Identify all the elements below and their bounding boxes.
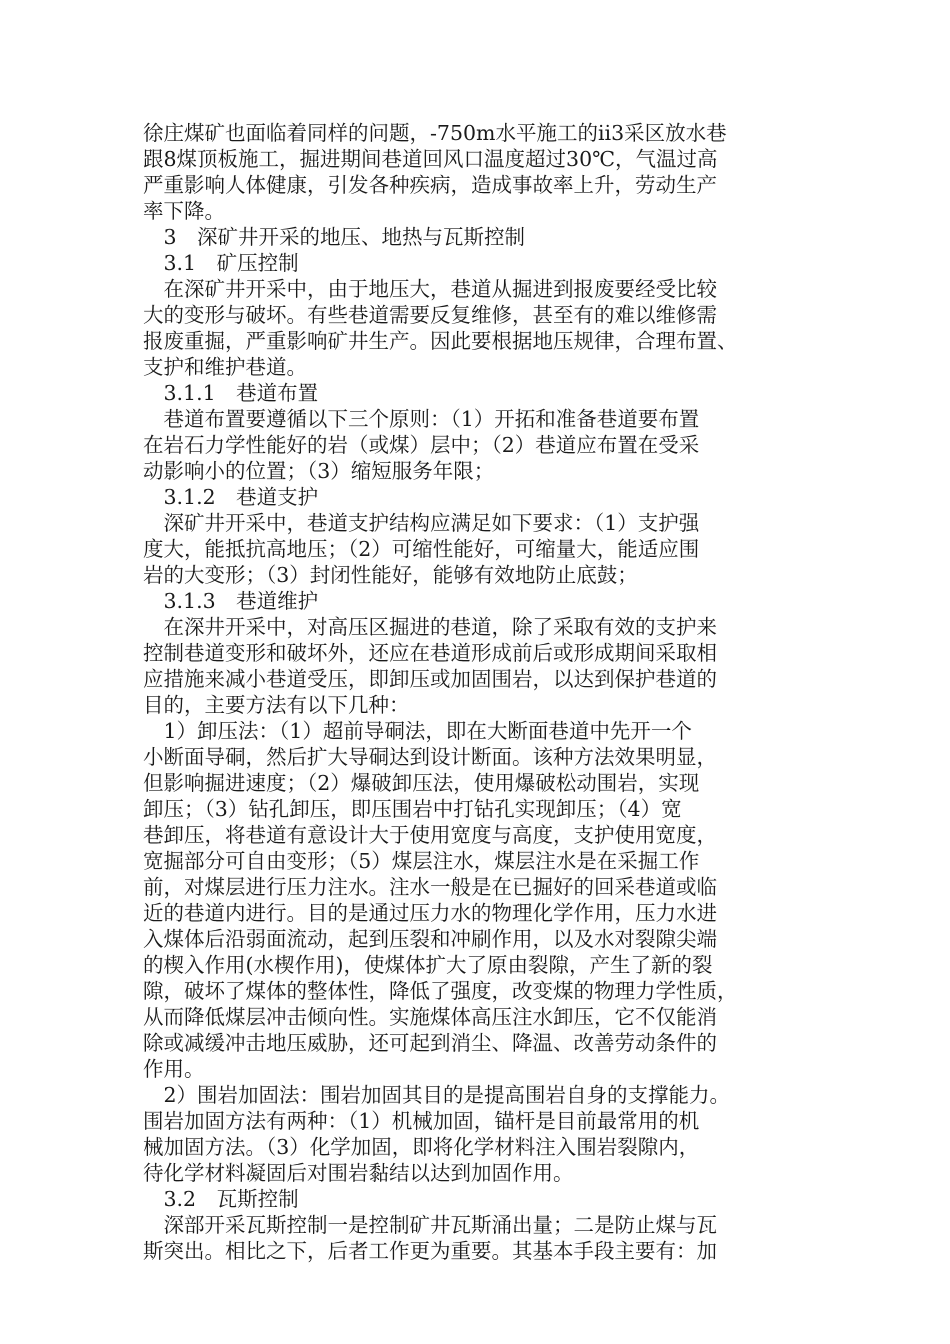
text-line: 深矿井开采中，巷道支护结构应满足如下要求：（1）支护强 xyxy=(143,511,700,535)
section-heading-3-1 xyxy=(143,250,783,276)
text-line: 1）卸压法：（1）超前导硐法，即在大断面巷道中先开一个 xyxy=(143,719,692,743)
text-line: 除或减缓冲击地压威胁，还可起到消尘、降温、改善劳动条件的 xyxy=(143,1031,717,1055)
heading-text: 3.1.2 巷道支护 xyxy=(143,485,319,509)
section-heading-3-1-2 xyxy=(143,484,783,510)
text-line: 小断面导硐，然后扩大导硐达到设计断面。该种方法效果明显， xyxy=(143,745,717,769)
text-line: 度大，能抵抗高地压；（2）可缩性能好，可缩量大，能适应围 xyxy=(143,537,700,561)
text-line: 近的巷道内进行。目的是通过压力水的物理化学作用，压力水进 xyxy=(143,901,717,925)
text-line: 应措施来减小巷道受压，即卸压或加固围岩，以达到保护巷道的 xyxy=(143,667,717,691)
text-line: 作用。 xyxy=(143,1057,205,1081)
text-line: 深部开采瓦斯控制一是控制矿井瓦斯涌出量；二是防止煤与瓦 xyxy=(143,1213,717,1237)
text-line: 支护和维护巷道。 xyxy=(143,355,307,379)
paragraph-roadway-maintenance xyxy=(143,614,783,718)
paragraph-ground-pressure xyxy=(143,276,783,380)
text-line: 隙，破坏了煤体的整体性，降低了强度，改变煤的物理力学性质， xyxy=(143,979,738,1003)
paragraph-gas-control xyxy=(143,1212,783,1264)
text-line: 在深井开采中，对高压区掘进的巷道，除了采取有效的支护来 xyxy=(143,615,717,639)
text-line: 入煤体后沿弱面流动，起到压裂和冲刷作用，以及水对裂隙尖端 xyxy=(143,927,717,951)
heading-text: 3 深矿井开采的地压、地热与瓦斯控制 xyxy=(143,225,526,249)
section-heading-3-2 xyxy=(143,1186,783,1212)
section-heading-3-1-1 xyxy=(143,380,783,406)
text-line: 跟8煤顶板施工，掘进期间巷道回风口温度超过30℃，气温过高 xyxy=(143,147,718,171)
text-line: 巷卸压，将巷道有意设计大于使用宽度与高度，支护使用宽度， xyxy=(143,823,717,847)
text-line: 待化学材料凝固后对围岩黏结以达到加固作用。 xyxy=(143,1161,574,1185)
text-line: 斯突出。相比之下，后者工作更为重要。其基本手段主要有：加 xyxy=(143,1239,717,1263)
heading-text: 3.1 矿压控制 xyxy=(143,251,299,275)
text-line: 械加固方法。（3）化学加固，即将化学材料注入围岩裂隙内， xyxy=(143,1135,700,1159)
text-line: 宽掘部分可自由变形；（5）煤层注水，煤层注水是在采掘工作 xyxy=(143,849,700,873)
text-line: 2）围岩加固法：围岩加固其目的是提高围岩自身的支撑能力。 xyxy=(143,1083,731,1107)
text-line: 前，对煤层进行压力注水。注水一般是在已掘好的回采巷道或临 xyxy=(143,875,717,899)
text-line: 巷道布置要遵循以下三个原则：（1）开拓和准备巷道要布置 xyxy=(143,407,700,431)
text-line: 动影响小的位置；（3）缩短服务年限； xyxy=(143,459,495,483)
text-line: 大的变形与破坏。有些巷道需要反复维修，甚至有的难以维修需 xyxy=(143,303,717,327)
document-page xyxy=(143,120,783,1264)
text-line: 的楔入作用(水楔作用)，使煤体扩大了原由裂隙，产生了新的裂 xyxy=(143,953,713,977)
paragraph-xuzhuang-mine xyxy=(143,120,783,224)
text-line: 控制巷道变形和破坏外，还应在巷道形成前后或形成期间采取相 xyxy=(143,641,717,665)
text-line: 在岩石力学性能好的岩（或煤）层中；（2）巷道应布置在受采 xyxy=(143,433,700,457)
text-line: 卸压；（3）钻孔卸压，即压围岩中打钻孔实现卸压；（4）宽 xyxy=(143,797,682,821)
paragraph-roadway-support xyxy=(143,510,783,588)
heading-text: 3.2 瓦斯控制 xyxy=(143,1187,299,1211)
text-line: 在深矿井开采中，由于地压大，巷道从掘进到报废要经受比较 xyxy=(143,277,717,301)
text-line: 严重影响人体健康，引发各种疾病，造成事故率上升，劳动生产 xyxy=(143,173,717,197)
paragraph-roadway-layout xyxy=(143,406,783,484)
heading-text: 3.1.3 巷道维护 xyxy=(143,589,319,613)
text-line: 报废重掘，严重影响矿井生产。因此要根据地压规律，合理布置、 xyxy=(143,329,738,353)
text-line: 岩的大变形；（3）封闭性能好，能够有效地防止底鼓； xyxy=(143,563,638,587)
text-line: 但影响掘进速度；（2）爆破卸压法，使用爆破松动围岩，实现 xyxy=(143,771,700,795)
text-line: 率下降。 xyxy=(143,199,225,223)
text-line: 徐庄煤矿也面临着同样的问题，-750m水平施工的ⅱ3采区放水巷 xyxy=(143,121,727,145)
paragraph-surrounding-rock-reinforcement xyxy=(143,1082,783,1186)
text-line: 围岩加固方法有两种：（1）机械加固，锚杆是目前最常用的机 xyxy=(143,1109,700,1133)
text-line: 从而降低煤层冲击倾向性。实施煤体高压注水卸压，它不仅能消 xyxy=(143,1005,717,1029)
section-heading-3-1-3 xyxy=(143,588,783,614)
text-line: 目的，主要方法有以下几种： xyxy=(143,693,410,717)
heading-text: 3.1.1 巷道布置 xyxy=(143,381,319,405)
paragraph-pressure-relief xyxy=(143,718,783,1082)
section-heading-3 xyxy=(143,224,783,250)
